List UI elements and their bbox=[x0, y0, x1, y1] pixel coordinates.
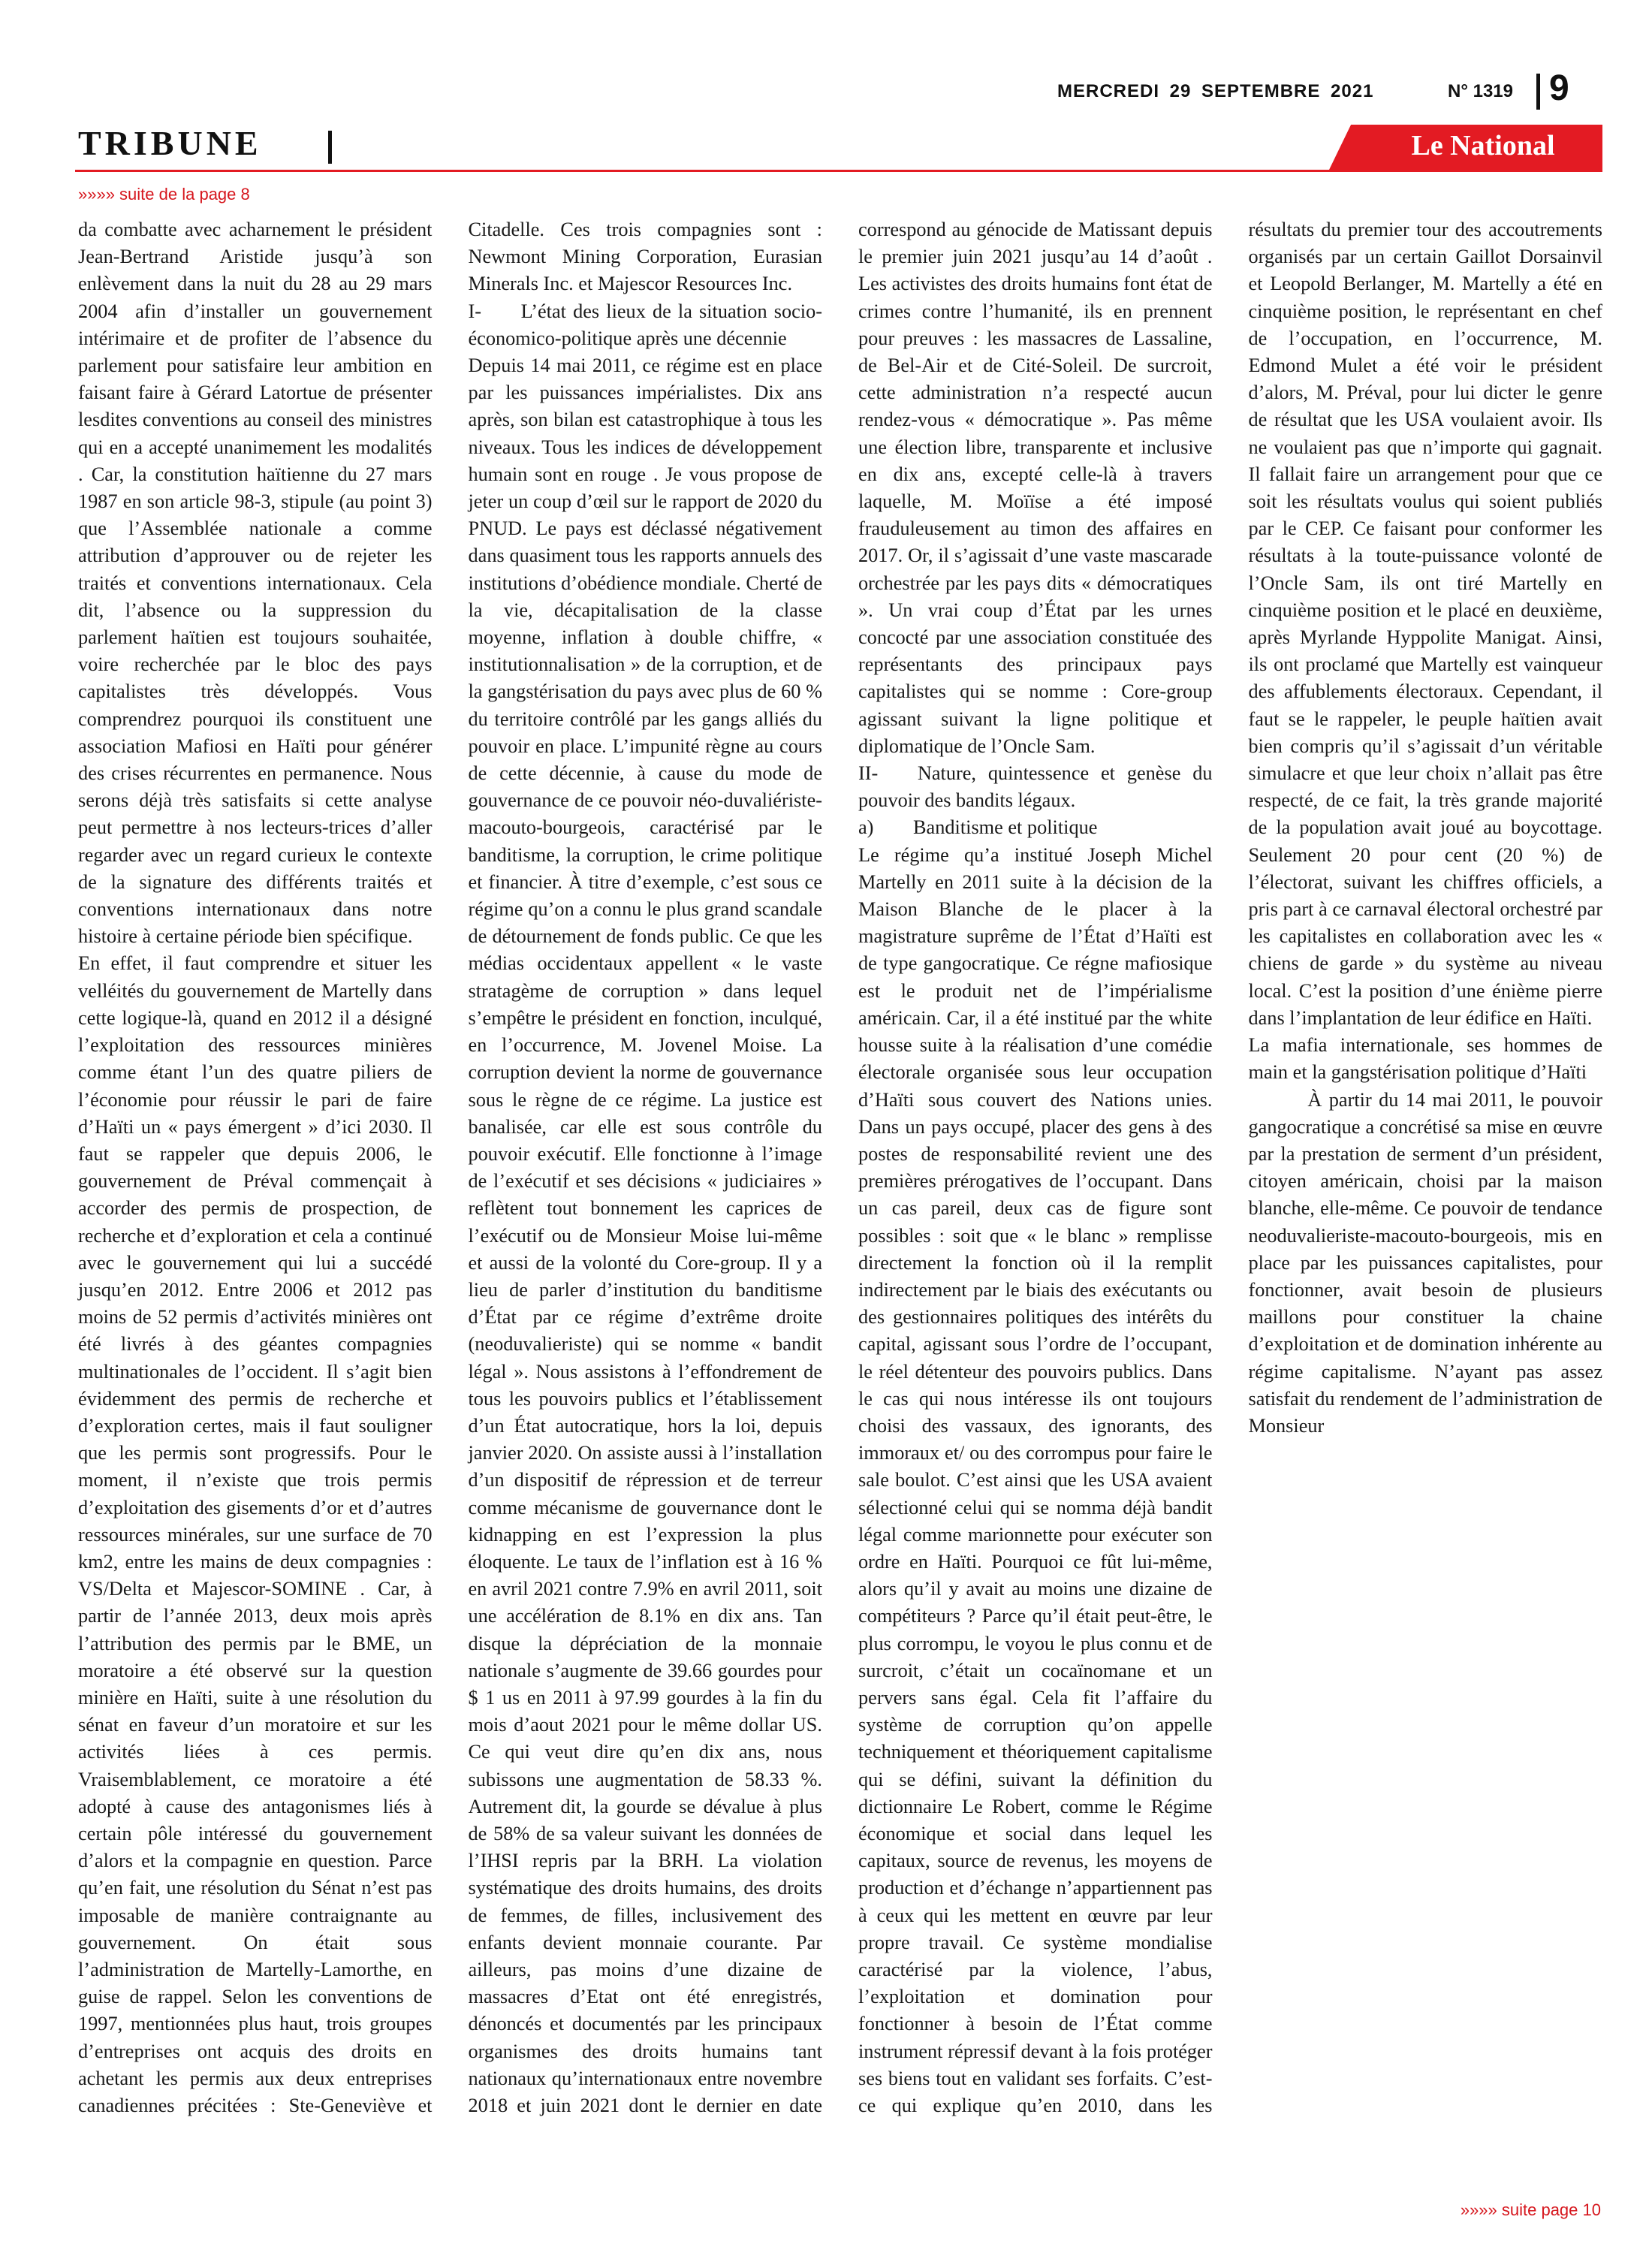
issue-date: MERCREDI 29 SEPTEMBRE 2021 bbox=[1057, 81, 1374, 101]
section-title-bar bbox=[328, 131, 332, 164]
article-paragraph: À partir du 14 mai 2011, le pouvoir gangocratique a concrétisé sa mise en œuvre par la prestation de serment d’un président, citoyen américain, choisi par la maison blanche, elle-même. Ce pouvoir de tendance neoduvalieriste-macouto-bourgeois, mis en place par les puissances capitalistes, pour fonctionner, avait besoin de plusieurs maillons pour constituer la chaine d’exploitation et de domination inhérente au régime capitalisme. N’ayant pas assez satisfait du rendement de l’administration de Monsieur bbox=[1248, 1088, 1602, 1437]
section-title: TRIBUNE bbox=[78, 124, 262, 162]
article-body bbox=[78, 216, 1602, 2140]
article-subheading: a) Banditisme et politique bbox=[858, 816, 1098, 839]
header-rule bbox=[75, 170, 1602, 172]
article-paragraph: Le régime qu’a institué Joseph Michel Martelly en 2011 suite à la décision de la Maison Blanche de le placer à la magistrature suprême de l’État d’Haïti est de type gangocratique. Ce régne mafiosique est le produit net de l’impérialisme américain. Car, il a été institué par the white housse suite à la réalisation d’une comédie électorale organisée sous leur occupation d’Haïti sous couvert des Nations unies. Dans un pays occupé, placer des gens à des postes de responsabilité revient une des premières prérogatives de l’occupant. Dans un cas pareil, deux cas de figure sont possibles : soit que « le blanc » remplisse directement la fonction où il la remplit indirectement par le biais des exécutants ou des gestionnaires politiques des intérêts du capital, agissant sous l’ordre de l’occupant, le réel détenteur des pouvoirs publics. Dans le cas qui nous intéresse ils ont toujours choisi des vassaux, des ignorants, des immoraux et/ ou des corrompus pour faire le sale boulot. C’est ainsi que les USA avaient sélectionné celui qui se nomma déjà bandit légal comme marionnette pour exécuter son ordre en Haïti. Pourquoi ce fût lui-même, alors qu’il y avait au moins une dizaine de compétiteurs ? Parce qu’il était peut-être, le plus corrompu, le voyou le plus connu et de surcroit, c’était un cocaïnomane et un pervers sans égal. Cela fit l’affaire du système de corruption qu’on appelle techniquement et théoriquement capitalisme qui se défini, suivant la définition du dictionnaire Le Robert, comme le Régime économique et social dans lequel les capitaux, source de revenus, les moyens de production et d’échange n’appartiennent pas à ceux qui les mettent en œuvre par leur propre travail. Ce système mondialise caractérisé par la violence, l’abus, l’exploitation et domination pour fonctionner à besoin de l’État comme instrument répressif devant à la fois protéger ses biens tout en validant ses forfaits. C’est-ce qui explique qu’en 2010, dans les résultats du premier tour des accoutrements organisés par un certain Gaillot Dorsainvil et Leopold Berlanger, M. Martelly a été en cinquième position, le représentant en chef de l’occupation, en l’occurrence, M. Edmond Mulet a été voir le président d’alors, M. Préval, pour lui dicter le genre de résultat que les USA voulaient avoir. Ils ne voulaient pas que n’importe qui gagnait. Il fallait faire un arrangement pour que ce soit les résultats voulus qui soient publiés par le CEP. Ce faisant pour conformer les résultats à la toute-puissance volonté de l’Oncle Sam, ils ont tiré Martelly en cinquième position et le placé en deuxième, après Myrlande Hyppolite Manigat. Ainsi, ils ont proclamé que Martelly est vainqueur des affublements électoraux. Cependant, il faut se le rappeler, le peuple haïtien avait bien compris qu’il s’agissait d’un véritable simulacre et que leur choix n’allait pas être respecté, de ce fait, la très grande majorité de la population avait joué au boycottage. Seulement 20 pour cent (20 %) de l’électorat, suivant les chiffres officiels, a pris part à ce carnaval électoral orchestré par les capitalistes en collaboration avec les « chiens de garde » du système au niveau local. C’est la position d’une énième pierre dans l’implantation de leur édifice en Haïti. bbox=[858, 219, 1602, 2117]
article-heading: II- Nature, quintessence et genèse du pouvoir des bandits légaux. bbox=[858, 762, 1213, 812]
article-paragraph: Depuis 14 mai 2011, ce régime est en place par les puissances impérialistes. Dix ans après, son bilan est catastrophique à tous les niveaux. Tous les indices de développement humain sont en rouge . Je vous propose de jeter un coup d’œil sur le rapport de 2020 du PNUD. Le pays est déclassé négativement dans quasiment tous les rapports annuels des institutions d’obédience mondiale. Cherté de la vie, décapitalisation de la classe moyenne, inflation à double chiffre, « institutionnalisation » de la corruption, et de la gangstérisation du pays avec plus de 60 % du territoire contrôlé par les gangs alliés du pouvoir en place. L’impunité règne au cours de cette décennie, à cause du mode de gouvernance de ce pouvoir néo-duvaliériste-macouto-bourgeois, caractérisé par le banditisme, la corruption, le crime politique et financier. À titre d’exemple, c’est sous ce régime qu’on a connu le plus grand scandale de détournement de fonds public. Ce que les médias occidentaux appellent « le vaste stratagème de corruption » dans lequel s’empêtre le président en fonction, inculqué, en l’occurrence, M. Jovenel Moise. La corruption devient la norme de gouvernance sous le règne de ce régime. La justice est banalisée, car elle est sous contrôle du pouvoir exécutif. Elle fonctionne à l’image de l’exécutif et ses décisions « judiciaires » reflètent tout bonnement les caprices de l’exécutif ou de Monsieur Moise lui-même et aussi de la volonté du Core-group. Il y a lieu de parler d’institution du banditisme d’État par ce régime d’extrême droite (neoduvalieriste) qui se nomme « bandit légal ». Nous assistons à l’effondrement de tous les pouvoirs publics et l’établissement d’un État autocratique, hors la loi, depuis janvier 2020. On assiste aussi à l’installation d’un dispositif de répression et de terreur comme mécanisme de gouvernance dont le kidnapping en est l’expression la plus éloquente. Le taux de l’inflation est à 16 % en avril 2021 contre 7.9% en avril 2011, soit une accélération de 8.1% en dix ans. Tan disque la dépréciation de la monnaie nationale s’augmente de 39.66 gourdes pour $ 1 us en 2011 à 97.99 gourdes à la fin du mois d’aout 2021 pour le même dollar US. Ce qui veut dire qu’en dix ans, nous subissons une augmentation de 58.33 %. Autrement dit, la gourde se dévalue à plus de 58% de sa valeur suivant les données de l’IHSI repris par la BRH. La violation systématique des droits humains, des droits de femmes, de filles, inclusivement des enfants devient monnaie courante. Par ailleurs, pas moins d’une dizaine de massacres d’Etat ont été enregistrés, dénoncés et documentés par les principaux organismes des droits humains tant nationaux qu’internationaux entre novembre 2018 et juin 2021 dont le dernier en date correspond au génocide de Matissant depuis le premier juin 2021 jusqu’au 14 d’août . Les activistes des droits humains font état de crimes contre l’humanité, ils en prennent pour preuves : les massacres de Lassaline, de Bel-Air et de Cité-Soleil. De surcroit, cette administration n’a respecté aucun rendez-vous « démocratique ». Pas même une élection libre, transparente et inclusive en dix ans, excepté celle-là à travers laquelle, M. Moïïse a été imposé frauduleusement au timon des affaires en 2017. Or, il s’agissait d’une vaste mascarade orchestrée par les pays dits « démocratiques ». Un vrai coup d’État par les urnes concocté par une association constituée des représentants des principaux pays capitalistes qui se nomme : Core-group agissant suivant la ligne politique et diplomatique de l’Oncle Sam. bbox=[468, 219, 1213, 2117]
article-heading: La mafia internationale, ses hommes de main et la gangstérisation politique d’Haïti bbox=[1248, 1034, 1602, 1084]
continued-from-link[interactable]: »»»» suite de la page 8 bbox=[78, 185, 250, 204]
article-heading: I- L’état des lieux de la situation socio-économico-politique après une décennie bbox=[468, 300, 822, 349]
article-paragraph: da combatte avec acharnement le président Jean-Bertrand Aristide jusqu’à son enlèvement dans la nuit du 28 au 29 mars 2004 afin d’installer un gouvernement intérimaire et de profiter de l’absence du parlement pour satisfaire leur ambition en faisant faire à Gérard Latortue de présenter lesdites conventions au conseil des ministres qui en a accepté unanimement les modalités . Car, la constitution haïtienne du 27 mars 1987 en son article 98-3, stipule (au point 3) que l’Assemblée nationale a comme attribution d’approuver ou de rejeter les traités et conventions internationaux. Cela dit, l’absence ou la suppression du parlement haïtien est toujours souhaitée, voire recherchée par le bloc des pays capitalistes très développés. Vous comprendrez pourquoi ils constituent une association Mafiosi en Haïti pour générer des crises récurrentes en permanence. Nous serons déjà très satisfaits si cette analyse peut permettre à nos lecteurs-trices d’aller regarder avec un regard curieux le contexte de la signature des différents traités et conventions internationaux dans notre histoire à certaine période bien spécifique. bbox=[78, 219, 433, 948]
article-paragraph: En effet, il faut comprendre et situer les velléités du gouvernement de Martelly dans cette logique-là, quand en 2012 il a désigné l’exploitation des ressources minières comme étant l’un des quatre piliers de l’économie pour réussir le pari de faire d’Haïti un « pays émergent » d’ici 2030. Il faut se rappeler que depuis 2006, le gouvernement de Préval commençait à accorder des permis de prospection, de recherche et d’exploration et cela a continué avec le gouvernement qui lui a succédé jusqu’en 2012. Entre 2006 et 2012 pas moins de 52 permis d’activités minières ont été livrés à des géantes compagnies multinationales de l’occident. Il s’agit bien évidemment des permis de recherche et d’exploration certes, mais il faut souligner que les permis sont progressifs. Pour le moment, il n’existe que trois permis d’exploitation des gisements d’or et d’autres ressources minérales, sur une surface de 70 km2, entre les mains de deux compagnies : VS/Delta et Majescor-SOMINE . Car, à partir de l’année 2013, deux mois après l’attribution des permis par le BME, un moratoire a été observé sur la question minière en Haïti, suite à une résolution du sénat en faveur d’un moratoire et sur les activités liées à ces permis. Vraisemblablement, ce moratoire a été adopté à cause des antagonismes liés à certain pôle intéressé du gouvernement d’alors et la compagnie en question. Parce qu’en fait, une résolution du Sénat n’est pas imposable de manière contraignante au gouvernement. On était sous l’administration de Martelly-Lamorthe, en guise de rappel. Selon les conventions de 1997, mentionnées plus haut, trois groupes d’entreprises ont acquis des droits en achetant les permis aux deux entreprises canadiennes précitées : Ste-Geneviève et Citadelle. Ces trois compagnies sont : Newmont Mining Corporation, Eurasian Minerals Inc. et Majescor Resources Inc. bbox=[78, 219, 822, 2117]
issue-number: N° 1319 bbox=[1448, 81, 1513, 101]
newspaper-brand: Le National bbox=[1411, 130, 1555, 161]
page-number: 9 bbox=[1549, 68, 1569, 108]
continued-to-link[interactable]: »»»» suite page 10 bbox=[1460, 2200, 1601, 2219]
header-divider bbox=[1536, 74, 1540, 110]
